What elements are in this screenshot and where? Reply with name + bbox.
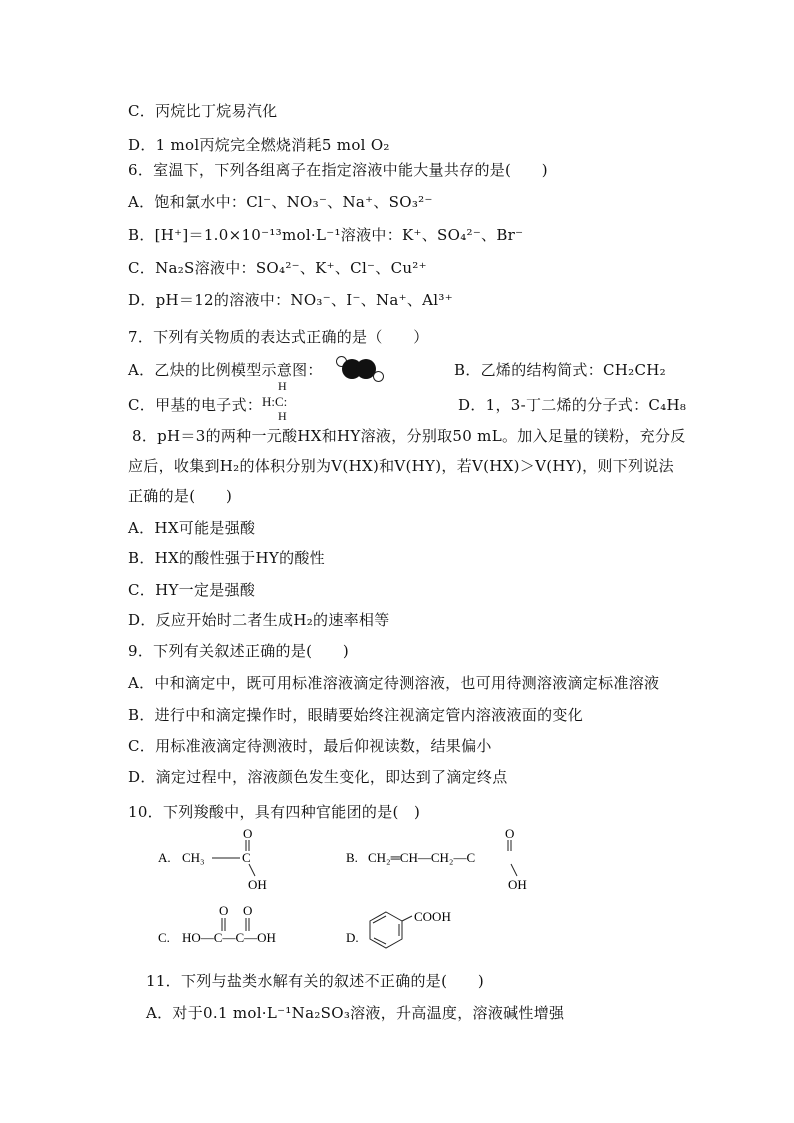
q6-option-c: C．Na₂S溶液中：SO₄²⁻、K⁺、Cl⁻、Cu²⁺	[128, 259, 427, 277]
benzene-ring-icon	[370, 912, 402, 948]
question-8-line-1: 8．pH＝3的两种一元酸HX和HY溶液，分别取50 mL。加入足量的镁粉，充分反	[132, 427, 686, 445]
q6-option-b: B．[H⁺]＝1.0×10⁻¹³mol·L⁻¹溶液中：K⁺、SO₄²⁻、Br⁻	[128, 226, 524, 244]
question-11: 11．下列与盐类水解有关的叙述不正确的是( )	[146, 972, 484, 990]
option-d-propane: D．1 mol丙烷完全燃烧消耗5 mol O₂	[128, 136, 390, 154]
question-10: 10．下列羧酸中，具有四种官能团的是( )	[128, 803, 421, 821]
q10-d-label: D.	[346, 930, 359, 945]
q9-option-a: A．中和滴定中，既可用标准溶液滴定待测溶液，也可用待测溶液滴定标准溶液	[128, 674, 660, 692]
q8-option-a: A．HX可能是强酸	[128, 519, 256, 537]
q10-c-oxygen-2: O	[243, 903, 253, 918]
q8-option-c: C．HY一定是强酸	[128, 581, 256, 599]
q10-a-carbon: C	[242, 850, 251, 865]
question-9: 9．下列有关叙述正确的是( )	[128, 642, 350, 660]
q10-b-chain: CH₂═CH—CH₂—C	[368, 850, 476, 865]
q10-a-oxygen: O	[243, 826, 253, 841]
option-c-propane: C．丙烷比丁烷易汽化	[128, 102, 278, 120]
q10-a-label: A.	[158, 850, 171, 865]
q7-option-a: A．乙炔的比例模型示意图：	[128, 361, 323, 379]
q10-b-oh: OH	[508, 877, 527, 892]
q8-option-b: B．HX的酸性强于HY的酸性	[128, 549, 325, 567]
q9-option-c: C．用标准液滴定待测液时，最后仰视读数，结果偏小	[128, 737, 492, 755]
q10-b-oxygen: O	[505, 826, 515, 841]
q9-option-b: B．进行中和滴定操作时，眼睛要始终注视滴定管内溶液液面的变化	[128, 706, 584, 724]
q9-option-d: D．滴定过程中，溶液颜色发生变化，即达到了滴定终点	[128, 768, 508, 786]
q7-option-c: C．甲基的电子式：	[128, 396, 263, 414]
q10-option-d-structure	[344, 908, 474, 960]
question-8-line-3: 正确的是( )	[128, 487, 233, 505]
question-8-line-2: 应后，收集到H₂的体积分别为V(HX)和V(HY)，若V(HX)＞V(HY)，则下列说法	[128, 457, 674, 475]
q10-c-oxygen-1: O	[219, 903, 229, 918]
q11-option-a: A．对于0.1 mol·L⁻¹Na₂SO₃溶液，升高温度，溶液碱性增强	[146, 1004, 565, 1022]
question-6: 6．室温下，下列各组离子在指定溶液中能大量共存的是( )	[128, 161, 548, 179]
q10-c-label: C.	[158, 930, 170, 945]
q10-d-cooh: COOH	[414, 909, 451, 924]
q10-b-label: B.	[346, 850, 358, 865]
q7-option-d: D．1，3-丁二烯的分子式：C₄H₈	[458, 396, 687, 414]
q10-option-c-structure	[156, 900, 306, 950]
q7-option-b: B．乙烯的结构简式：CH₂CH₂	[454, 361, 666, 379]
q10-option-a-structure	[156, 826, 286, 894]
question-7: 7．下列有关物质的表达式正确的是（ ）	[128, 328, 429, 346]
q8-option-d: D．反应开始时二者生成H₂的速率相等	[128, 611, 390, 629]
q10-a-oh: OH	[248, 877, 267, 892]
methyl-electron-formula: H H:C: H	[262, 379, 288, 423]
q10-a-ch3: CH₃	[182, 850, 205, 865]
q10-c-chain: HO—C—C—OH	[182, 930, 276, 945]
acetylene-model-icon	[336, 354, 386, 384]
q10-option-b-structure	[344, 826, 544, 894]
q6-option-d: D．pH＝12的溶液中：NO₃⁻、I⁻、Na⁺、Al³⁺	[128, 291, 453, 309]
q6-option-a: A．饱和氯水中：Cl⁻、NO₃⁻、Na⁺、SO₃²⁻	[128, 193, 433, 211]
